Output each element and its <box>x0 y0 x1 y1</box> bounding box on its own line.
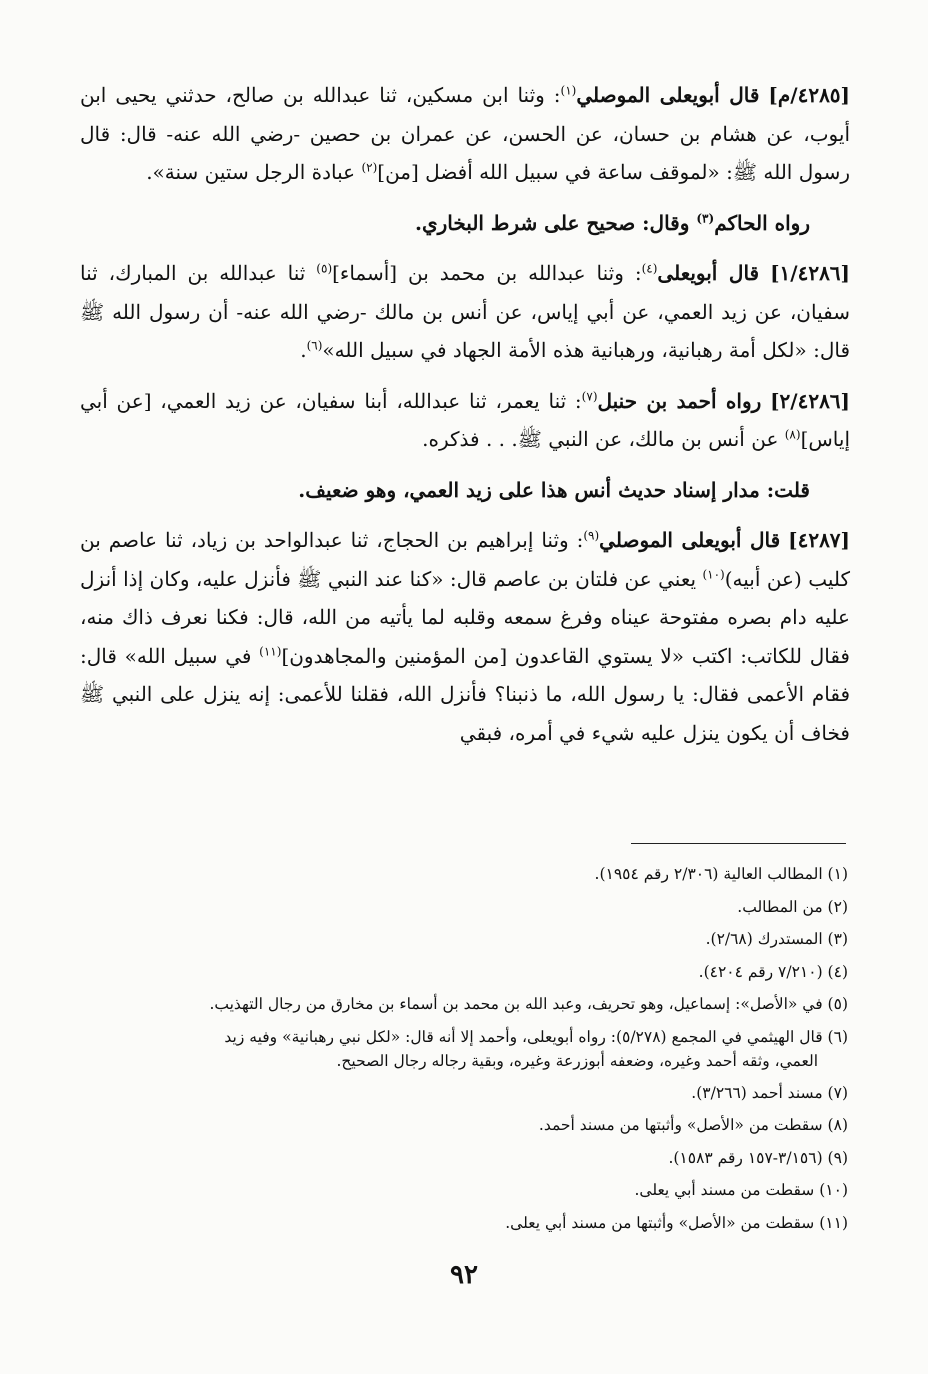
footnote-11: (١١) سقطت من «الأصل» وأثبتها من مسند أبي يعلى. <box>505 1213 848 1232</box>
hadith-4287 <box>80 521 850 752</box>
text-line: : وثنا إبراهيم بن الحجاج، ثنا عبدالواحد بن زياد، ثنا <box>164 528 584 552</box>
text-line: سنة». <box>146 160 199 184</box>
footnote-7: (٧) مسند أحمد (٣/٢٦٦). <box>691 1083 848 1102</box>
footnote-ref: (١) <box>560 83 577 98</box>
author-comment: قلت: مدار إسناد حديث أنس هذا على زيد العمي، وهو ضعيف. <box>298 477 810 502</box>
text-line: [عن أبي إياس] <box>80 388 850 451</box>
text-line: : ثنا يعمر، ثنا عبدالله، أبنا سفيان، عن زيد العمي، <box>160 388 582 413</box>
footnote-ref: (٣) <box>696 210 715 225</box>
hadith-ref: [٤٢٨٧] <box>788 528 851 552</box>
text-line: سفيان، عن زيد العمي، عن أبي إياس، عن أنس بن مالك -رضي الله عنه- أن رسول <box>148 299 851 324</box>
hadith-ref: [٢/٤٢٨٦] <box>770 388 851 413</box>
hadith-ref: [١/٤٢٨٦] <box>770 261 851 285</box>
hadith-4286-1 <box>80 254 850 370</box>
footnote-2: (٢) من المطالب. <box>737 897 848 916</box>
text-line: عاصم بن كليب (عن أبيه) <box>80 528 851 591</box>
text-line: في سبيل الله» قال: فقام الأعمى فقال: يا رسول الله، ما ذنبنا؟ فأنزل <box>80 643 851 706</box>
footnote-ref: (١٠) <box>702 566 725 581</box>
narrator-name: قال أبويعلى الموصلي <box>599 528 781 552</box>
footnote-8: (٨) سقطت من «الأصل» وأثبتها من مسند أحمد. <box>538 1116 848 1134</box>
footnote-6 <box>80 1021 848 1077</box>
main-text <box>80 76 850 752</box>
text-line: وقال: صحيح على شرط البخاري. <box>415 210 697 235</box>
text-line: . <box>300 338 307 362</box>
footnote-ref: (٨) <box>784 427 801 442</box>
footnote-ref: (٢) <box>361 160 378 175</box>
text-line: والمجاهدون] <box>281 643 387 668</box>
footnote-6-line-1: (٦) قال الهيثمي في المجمع (٥/٢٧٨): رواه أبويعلى، وأحمد إلا أنه قال: «لكل نبي رهبانية» وفيه زيد <box>224 1027 848 1046</box>
text-line: : وثنا عبدالله بن محمد بن [أسماء] <box>332 261 642 285</box>
hadith-4286-2 <box>80 382 850 459</box>
text-line: قال: قال رسول الله ﷺ: «لموقف ساعة في سبيل الله أفضل [من] <box>80 121 850 184</box>
narrator-name: قال أبويعلى الموصلي <box>576 83 760 107</box>
footnote-4: (٤) (٧/٢١٠ رقم ٤٢٠٤). <box>698 962 848 981</box>
text-line: ثنا عبدالله بن المبارك، ثنا <box>80 261 317 285</box>
text-line: رواه الحاكم <box>714 210 810 235</box>
footnote-1: (١) المطالب العالية (٢/٣٠٦ رقم ١٩٥٤). <box>594 865 848 883</box>
text-line: الله، فقلنا للأعمى: إنه ينزل على النبي ﷺ فخاف أن يكون ينزل عليه شيء في أمره، فبقي <box>80 682 850 745</box>
hadith-ref: [٤٢٨٥/م] <box>768 83 851 107</box>
hadith-4285 <box>80 76 850 192</box>
text-line: ابن أيوب، عن هشام بن حسان، عن الحسن، عن عمران بن حصين -رضي الله عنه- <box>80 83 851 146</box>
footnotes <box>80 858 848 1239</box>
footnote-ref: (٩) <box>583 528 600 543</box>
footnote-divider <box>631 843 846 844</box>
footnote-5: (٥) في «الأصل»: إسماعيل، وهو تحريف، وعبد الله بن محمد بن أسماء بن مخارق من رجال التهذيب. <box>209 995 848 1013</box>
footnote-ref: (٧) <box>581 388 598 403</box>
footnote-ref: (٦) <box>306 338 323 353</box>
footnote-ref: (١١) <box>259 643 282 658</box>
footnote-ref: (٥) <box>316 261 333 276</box>
footnote-ref: (٤) <box>641 261 658 276</box>
text-line: عن أنس بن مالك، عن النبي ﷺ. . . فذكره. <box>422 427 785 451</box>
text-line: الله ﷺ قال: «لكل أمة رهبانية، ورهبانية هذه الأمة الجهاد في سبيل الله» <box>80 299 850 362</box>
narrator-name: قال أبويعلى <box>657 261 760 285</box>
footnote-9: (٩) (٣/١٥٦-١٥٧ رقم ١٥٨٣). <box>668 1148 848 1167</box>
page-number: ٩٢ <box>450 1260 478 1290</box>
hakim-note <box>80 204 850 243</box>
text-line: عبادة الرجل ستين <box>204 160 362 184</box>
footnote-3: (٣) المستدرك (٢/٦٨). <box>705 930 848 948</box>
text-line: يعني عن فلتان بن عاصم قال: «كنا عند النبي ﷺ فأنزل <box>244 566 703 591</box>
text-line: عليه، وكان إذا أنزل عليه دام بصره مفتوحة عيناه وفرغ سمعه وقلبه لما يأتيه من الله، قال: <box>80 566 850 629</box>
text-line: فكنا نعرف ذاك منه، فقال للكاتب: اكتب «لا يستوي القاعدون [من المؤمنين <box>80 605 850 668</box>
text-line: : وثنا ابن مسكين، ثنا عبدالله بن صالح، حدثني يحيى <box>115 83 561 107</box>
narrator-name: رواه أحمد بن حنبل <box>597 388 762 413</box>
footnote-6-line-2: العمي، وثقه أحمد وغيره، وضعفه أبوزرعة وغيره، وبقية رجاله رجال الصحيح. <box>336 1051 818 1070</box>
footnote-10: (١٠) سقطت من مسند أبي يعلى. <box>634 1181 848 1199</box>
